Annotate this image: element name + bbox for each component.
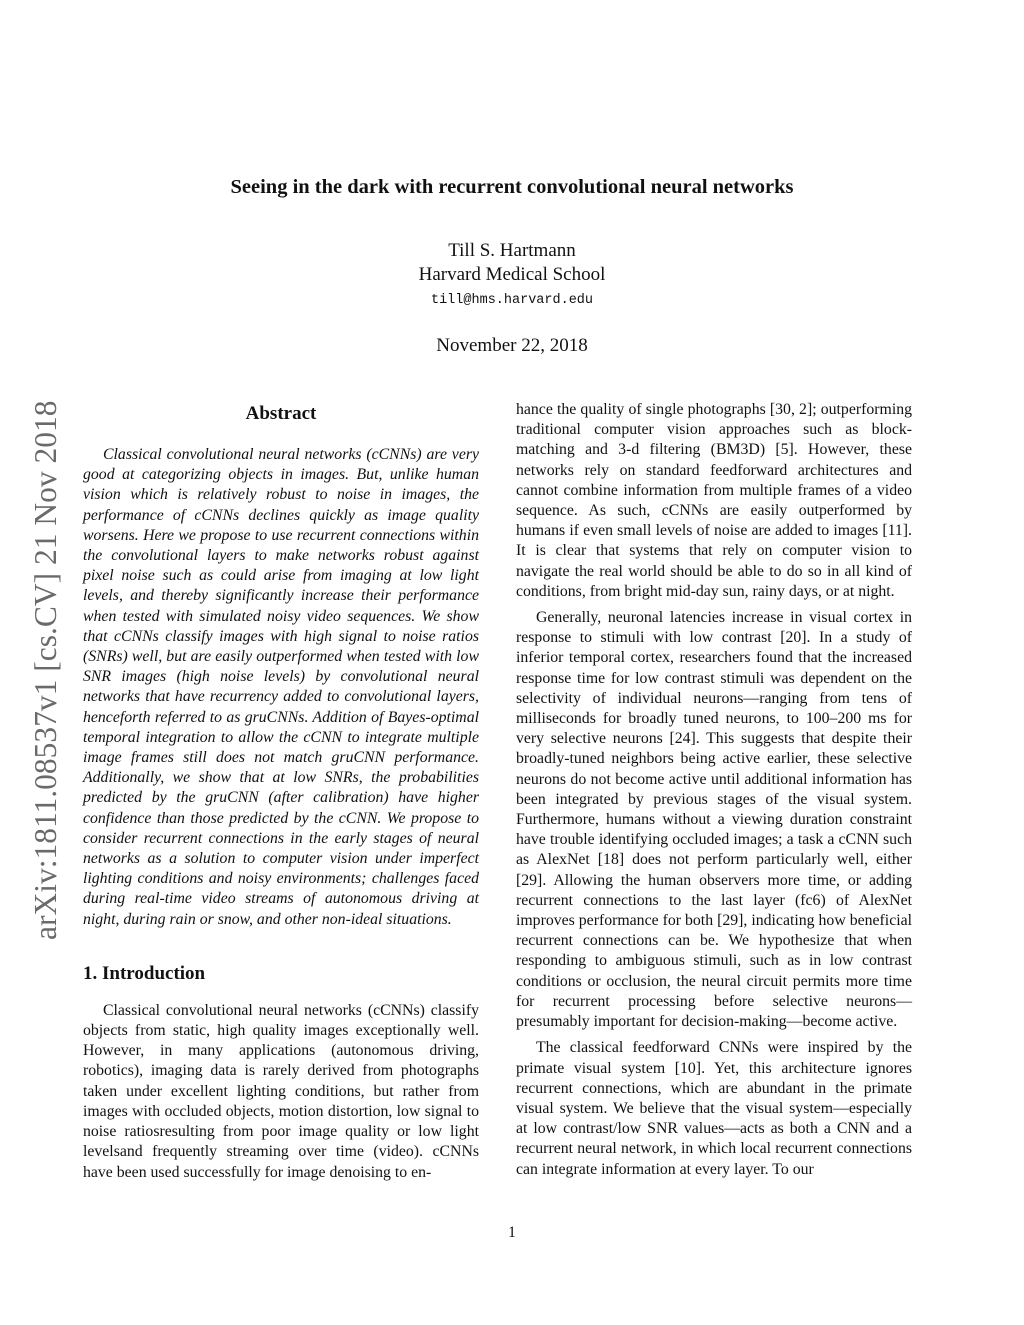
intro-paragraph-3: The classical feedforward CNNs were inspired by the primate visual system [10]. Yet, this architecture ignores recurrent connections, which are abundant in the primate visual system. We believe that the visual system—especially at low contrast/low SNR values—acts as both a CNN and a recurrent neural network, in which local recurrent connections can integrate information at every layer. To our xyxy=(516,1039,912,1178)
intro-paragraph-1-start: Classical convolutional neural networks (cCNNs) classify objects from static, high quality images exceptionally well. However, in many applications (autonomous driving, robotics), imaging data is rarely derived from photographs taken under excellent lighting conditions, but rather from images with occluded objects, motion distortion, low signal to noise ratiosresulting from poor image quality or low light levelsand frequently streaming over time (video). cCNNs have been used successfully for image denoising to en- xyxy=(83,1001,479,1181)
page-number: 1 xyxy=(508,1224,516,1241)
abstract-heading: Abstract xyxy=(245,403,317,424)
author-affiliation: Harvard Medical School xyxy=(418,264,606,285)
intro-paragraph-1-end: hance the quality of single photographs [30, 2]; outperforming traditional computer vision approaches such as block-matching and 3-d filtering (BM3D) [5]. However, these networks rely on standard feedforward architectures and cannot combine information from multiple frames of a video sequence. As such, cCNNs are easily outperformed by humans if even small levels of noise are added to images [11]. It is clear that systems that rely on computer vision to navigate the real world should be able to do so in all kind of conditions, from bright mid-day sun, rainy days, or at night. xyxy=(516,401,912,600)
paper-date: November 22, 2018 xyxy=(436,335,588,356)
right-column xyxy=(516,400,912,1180)
left-column xyxy=(83,400,479,1183)
abstract-text: Classical convolutional neural networks (cCNNs) are very good at categorizing objects in images. But, unlike human vision which is relatively robust to noise in images, the performance of cCNNs declines quickly as image quality worsens. Here we propose to use recurrent connections within the convolutional layers to make networks robust against pixel noise such as could arise from imaging at low light levels, and thereby significantly increase their performance when tested with simulated noisy video sequences. We show that cCNNs classify images with high signal to noise ratios (SNRs) well, but are easily outperformed when tested with low SNR images (high noise levels) by convolutional neural networks that have recurrency added to convolutional layers, henceforth referred to as gruCNNs. Addition of Bayes-optimal temporal integration to allow the cCNN to integrate multiple image frames still does not match gruCNN performance. Additionally, we show that at low SNRs, the probabilities predicted by the gruCNN (after calibration) have higher confidence than those predicted by the cCNN. We propose to consider recurrent connections in the early stages of neural networks as a solution to computer vision under imperfect lighting conditions and noisy environments; challenges faced during real-time video streams of autonomous driving at night, during rain or snow, and other non-ideal situations. xyxy=(83,446,479,928)
introduction-heading: 1. Introduction xyxy=(83,962,206,984)
author-block xyxy=(0,239,1024,314)
intro-paragraph-2: Generally, neuronal latencies increase in visual cortex in response to stimuli with low contrast [20]. In a study of inferior temporal cortex, researchers found that the increased response time for low contrast stimuli was dependent on the selectivity of individual neurons—ranging from tens of milliseconds for broadly tuned neurons, to 100–200 ms for very selective neurons [24]. This suggests that despite their broadly-tuned neighbors being active earlier, these selective neurons do not become active until additional information has been integrated by previous stages of the visual system. Furthermore, humans without a viewing duration constraint have trouble identifying occluded images; a task a cCNN such as AlexNet [18] does not perform particularly well, either [29]. Allowing the human observers more time, or adding recurrent connections to the last layer (fc6) of AlexNet improves performance for both [29], indicating how beneficial recurrent connections can be. We hypothesize that when responding to ambiguous stimuli, such as in low contrast conditions or occlusion, the neural circuit permits more time for recurrent processing before selective neurons—presumably important for decision-making—become active. xyxy=(516,609,912,1031)
author-email: till@hms.harvard.edu xyxy=(430,293,594,308)
arxiv-identifier-stamp: arXiv:1811.08537v1 [cs.CV] 21 Nov 2018 xyxy=(28,400,63,940)
paper-title: Seeing in the dark with recurrent convolutional neural networks xyxy=(230,176,794,198)
author-name: Till S. Hartmann xyxy=(448,240,576,261)
